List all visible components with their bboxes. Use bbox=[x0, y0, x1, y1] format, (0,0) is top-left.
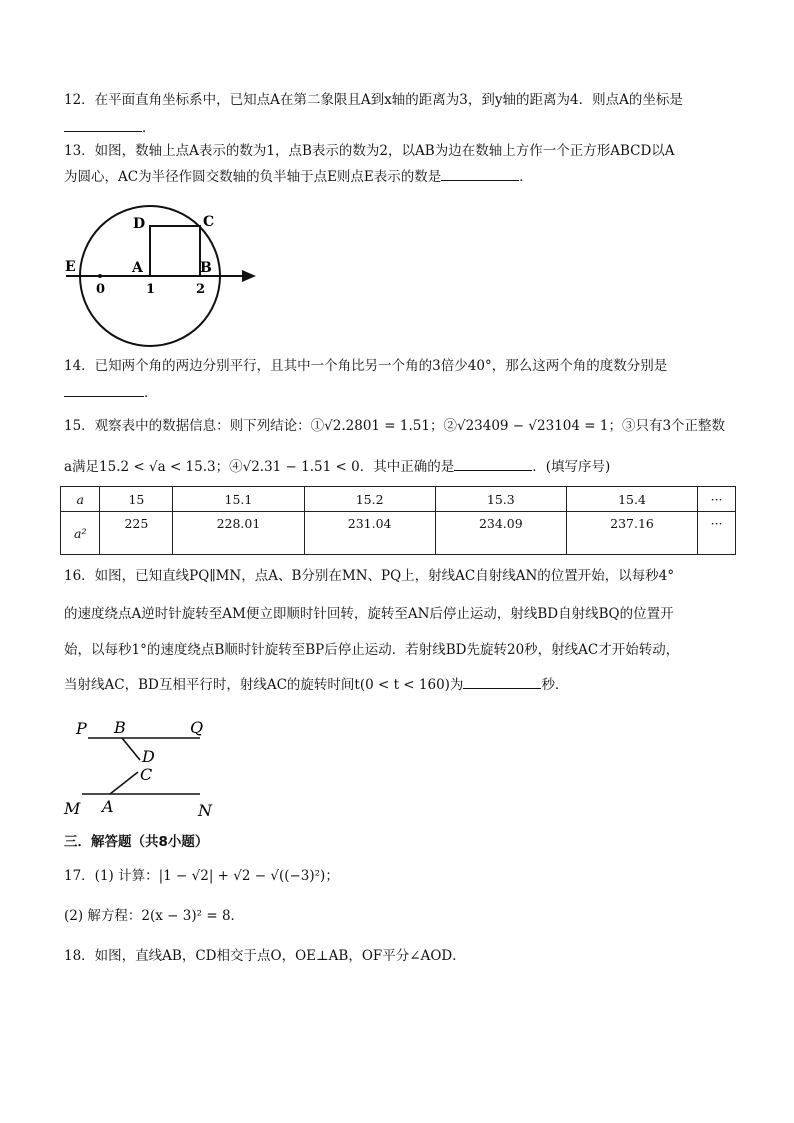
q13-answer-blank[interactable] bbox=[441, 166, 519, 181]
q15-cell: ··· bbox=[698, 487, 736, 512]
q15-line2 bbox=[64, 456, 610, 477]
q12-answer-blank[interactable] bbox=[64, 117, 142, 132]
q16-label-a: A bbox=[102, 797, 114, 816]
q15-cell: 225 bbox=[100, 512, 173, 555]
q16-label-b: B bbox=[114, 718, 126, 737]
q14-answer-blank[interactable] bbox=[64, 382, 144, 397]
q13-tick-0: 0 bbox=[96, 282, 106, 297]
q15-line2-text: a满足15.2 < √a < 15.3；④√2.31 − 1.51 < 0．其中正确的是 bbox=[64, 459, 455, 475]
section3-title: 三．解答题（共8小题） bbox=[64, 834, 209, 850]
q16-parallel-lines-figure bbox=[60, 712, 230, 822]
q17-part1: 17．(1) 计算：|1 − √2| + √2 − √((−3)²)； bbox=[64, 868, 339, 884]
q15-line2-end: ．(填写序号) bbox=[532, 459, 611, 475]
q13-line2-text: 为圆心，AC为半径作圆交数轴的负半轴于点E则点E表示的数是 bbox=[64, 169, 442, 185]
q13-origin-dot bbox=[98, 274, 102, 278]
q15-answer-blank[interactable] bbox=[454, 456, 532, 471]
q13-line2-end: ． bbox=[519, 169, 533, 185]
q14-line2-end: ． bbox=[144, 385, 158, 401]
q18-line1: 18．如图，直线AB，CD相交于点O，OE⊥AB，OF平分∠AOD． bbox=[64, 948, 466, 964]
q13-label-d: D bbox=[133, 216, 146, 232]
q13-tick-2: 2 bbox=[196, 282, 206, 297]
q15-table-row-a-squared bbox=[61, 512, 736, 555]
q16-line4 bbox=[64, 674, 568, 695]
q13-number-line-figure bbox=[60, 200, 270, 350]
q15-cell: 15.3 bbox=[435, 487, 566, 512]
q13-line2 bbox=[64, 166, 533, 187]
q15-cell: a² bbox=[61, 512, 100, 555]
q13-square-abcd bbox=[150, 226, 200, 276]
q13-label-a: A bbox=[132, 260, 143, 276]
q13-label-c: C bbox=[203, 214, 215, 230]
q15-cell: 15.2 bbox=[304, 487, 435, 512]
q16-label-d: D bbox=[142, 747, 155, 766]
q14-line1: 14．已知两个角的两边分别平行，且其中一个角比另一个角的3倍少40°，那么这两个角的度数分别是 bbox=[64, 358, 668, 374]
q16-line4-text: 当射线AC，BD互相平行时，射线AC的旋转时间t(0 < t < 160)为 bbox=[64, 677, 464, 693]
q15-cell: ··· bbox=[698, 512, 736, 555]
q16-label-p: P bbox=[76, 719, 87, 738]
q16-line2: 的速度绕点A逆时针旋转至AM便立即顺时针回转，旋转至AN后停止运动，射线BD自射线BQ的位置开 bbox=[64, 606, 674, 622]
q13-label-e: E bbox=[65, 259, 76, 275]
q16-ray-ac bbox=[110, 772, 138, 794]
q12-line2 bbox=[64, 117, 156, 138]
q16-line4-end: 秒． bbox=[541, 677, 569, 693]
q14-line2 bbox=[64, 382, 158, 403]
q15-cell: 231.04 bbox=[304, 512, 435, 555]
q17-part2: (2) 解方程：2(x − 3)² = 8． bbox=[64, 908, 245, 924]
q15-cell: 15 bbox=[100, 487, 173, 512]
q15-line1: 15．观察表中的数据信息：则下列结论：①√2.2801 = 1.51；②√23409 − √23104 = 1；③只有3个正整数 bbox=[64, 418, 726, 434]
q15-cell: 15.4 bbox=[566, 487, 697, 512]
q15-cell: a bbox=[61, 487, 100, 512]
q16-label-m: M bbox=[64, 799, 81, 818]
q13-line1: 13．如图，数轴上点A表示的数为1，点B表示的数为2，以AB为边在数轴上方作一个正方形ABCD以A bbox=[64, 143, 675, 159]
q15-cell: 237.16 bbox=[566, 512, 697, 555]
q13-label-b: B bbox=[200, 260, 212, 276]
q15-cell: 234.09 bbox=[435, 512, 566, 555]
q16-label-q: Q bbox=[190, 718, 204, 737]
q15-cell: 15.1 bbox=[173, 487, 304, 512]
q12-line1: 12．在平面直角坐标系中，已知点A在第二象限且A到x轴的距离为3，到y轴的距离为4．则点A的坐标是 bbox=[64, 92, 683, 108]
q16-label-n: N bbox=[198, 801, 212, 820]
q15-cell: 228.01 bbox=[173, 512, 304, 555]
q13-tick-1: 1 bbox=[146, 282, 156, 297]
q15-table-row-a bbox=[61, 487, 736, 512]
q13-axis-arrow bbox=[242, 270, 256, 282]
q12-line2-end: ． bbox=[142, 120, 156, 136]
q16-line3: 始，以每秒1°的速度绕点B顺时针旋转至BP后停止运动．若射线BD先旋转20秒，射线AC才开始转动， bbox=[64, 642, 680, 658]
q16-answer-blank[interactable] bbox=[463, 674, 541, 689]
q15-data-table bbox=[60, 486, 736, 555]
q16-label-c: C bbox=[140, 765, 153, 784]
q16-ray-bd bbox=[122, 738, 140, 760]
q16-line1: 16．如图，已知直线PQ∥MN，点A、B分别在MN、PQ上，射线AC自射线AN的位置开始，以每秒4° bbox=[64, 568, 675, 584]
